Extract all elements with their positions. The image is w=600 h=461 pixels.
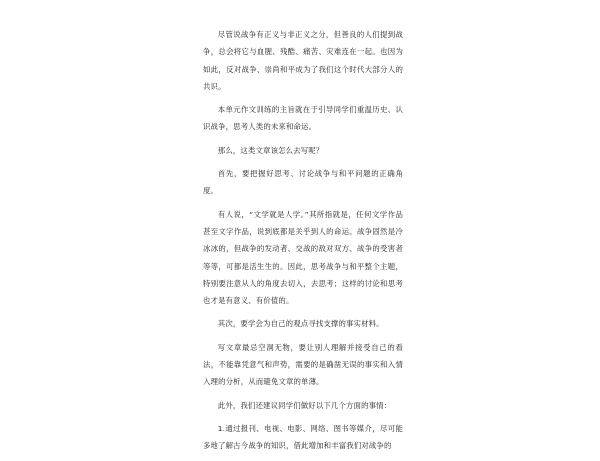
paragraph-second-evidence: 其次，要学会为自己的观点寻找支撑的事实材料。 [217,319,384,329]
paragraph-unit-purpose: 本单元作文训练的主旨就在于引导同学们重温历史、认识战争，思考人类的未来和命运。 [203,105,403,132]
paragraph-intro-war-peace: 尽管说战争有正义与非正义之分，但善良的人们提到战争，总会将它与血腥、残酷、痛苦、灾难连在一起。也因为如此，反对战争、崇尚和平成为了我们这个时代大部分人的共识。 [203,30,403,91]
paragraph-how-to-write: 那么，这类文章该怎么去写呢？ [217,145,324,155]
essay-text-body [203,26,403,461]
paragraph-literature-is-humanity: 有人说，“文学就是人学。”其所指就是，任何文学作品甚至文字作品，说到底都是关乎到人的命运。战争固然是冷冰冰的，但战争的发动者、交战的敌对双方、战争的受害者等等，可都是活生生的。因此，思考战争与和平整个主题，特别要注意从人的角度去切入，去思考；这样的讨论和思考也才是有意义、有价值的。 [203,209,403,306]
paragraph-additional-suggestions: 此外，我们还建议同学们做好以下几个方面的事情： [217,400,392,410]
paragraph-item-1-media: 1.通过报刊、电视、电影、网络、图书等媒介，尽可能多地了解古今战争的知识，借此增加和丰富我们对战争的 [203,423,403,451]
paragraph-first-angle: 首先，要把握好思考、讨论战争与和平问题的正确角度。 [203,169,403,196]
paragraph-avoid-empty-writing: 写文章最忌空洞无物，要让别人理解并接受自己的看法，不能靠凭意气和声势，需要的是确凿无误的事实和入情入理的分析，从而避免文章的单薄。 [203,342,403,387]
